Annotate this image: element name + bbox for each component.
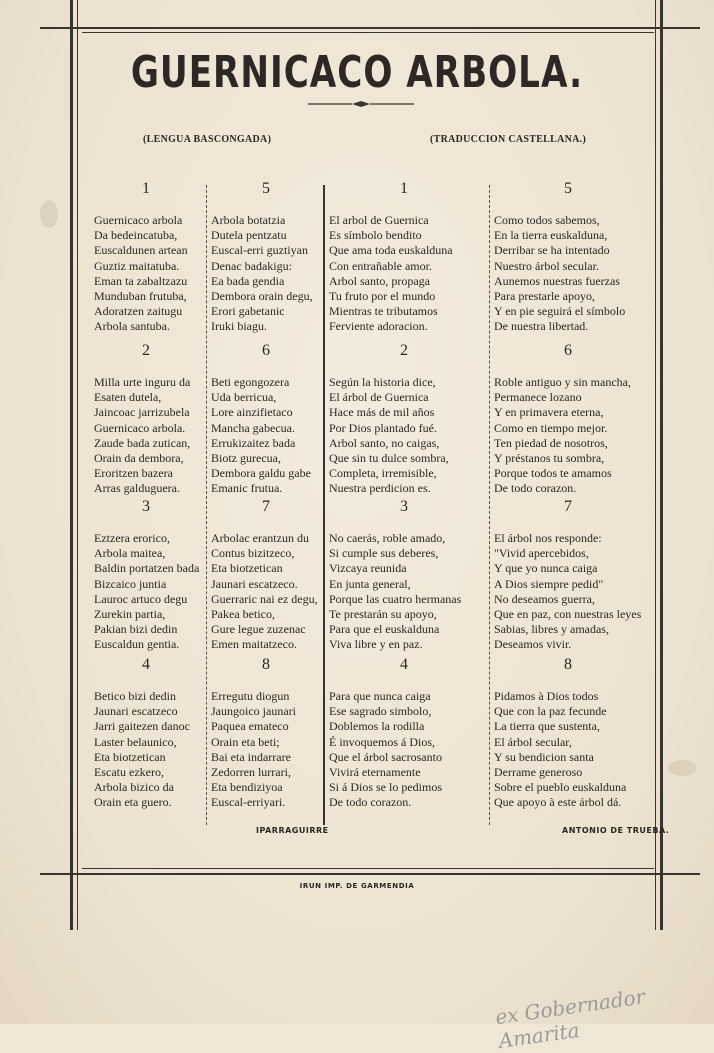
stanza-verse bbox=[211, 213, 313, 335]
stanza-verse bbox=[494, 375, 631, 497]
verse-line: Derribar se ha intentado bbox=[494, 243, 610, 258]
paper-stain bbox=[40, 200, 58, 228]
verse-line: Orain eta beti; bbox=[211, 734, 280, 749]
verse-line: Ferviente adoracion. bbox=[329, 319, 428, 334]
stanza-number: 2 bbox=[142, 342, 150, 359]
verse-line: Sobre el pueblo euskalduna bbox=[494, 780, 627, 795]
verse-line: Zaude bada zutican, bbox=[94, 435, 191, 450]
verse-line: Lore ainzifietaco bbox=[211, 405, 293, 420]
verse-line: Uda berricua, bbox=[211, 390, 277, 405]
stanza-number: 5 bbox=[564, 180, 572, 197]
stanza-number: 5 bbox=[262, 180, 270, 197]
stanza-verse bbox=[94, 689, 190, 811]
verse-line: Aunemos nuestras fuerzas bbox=[494, 273, 620, 288]
verse-line: Que el árbol sacrosanto bbox=[329, 749, 442, 764]
verse-line: Jaungoico jaunari bbox=[211, 704, 296, 719]
verse-line: Gure legue zuzenac bbox=[211, 622, 306, 637]
stanza-verse bbox=[94, 213, 188, 335]
verse-line: Milla urte inguru da bbox=[94, 375, 191, 389]
stanza-number: 3 bbox=[400, 498, 408, 515]
verse-line: Si cumple sus deberes, bbox=[329, 546, 439, 561]
stanza-number: 7 bbox=[262, 498, 270, 515]
verse-line: Nuestro árbol secular. bbox=[494, 258, 599, 273]
stanza-number: 6 bbox=[262, 342, 270, 359]
verse-line: Euscal-erriyari. bbox=[211, 795, 286, 810]
verse-line: Esaten dutela, bbox=[94, 390, 162, 405]
stanza-verse bbox=[329, 689, 442, 811]
verse-line: Y en pie seguirá el símbolo bbox=[494, 304, 626, 319]
verse-line: Denac badakigu: bbox=[211, 258, 292, 273]
verse-line: Arbola maitea, bbox=[94, 546, 166, 561]
verse-line: Que ama toda euskalduna bbox=[329, 243, 453, 258]
verse-line: Ea bada gendia bbox=[211, 273, 285, 288]
verse-line: Jarri gaitezen danoc bbox=[94, 719, 190, 734]
stanza-verse bbox=[94, 375, 190, 497]
verse-line: No deseamos guerra, bbox=[494, 591, 595, 606]
verse-line: Arbol santo, no caigas, bbox=[329, 435, 440, 450]
verse-line: Como en tiempo mejor. bbox=[494, 420, 608, 435]
page-title: GUERNICACO ARBOLA. bbox=[130, 46, 584, 98]
verse-line: En la tierra euskalduna, bbox=[494, 228, 608, 243]
verse-line: El arbol de Guernica bbox=[329, 213, 429, 227]
column-separator bbox=[489, 185, 490, 825]
verse-line: Vivirá eternamente bbox=[329, 764, 421, 779]
language-divider bbox=[323, 185, 325, 825]
stanza-verse bbox=[211, 531, 318, 653]
verse-line: Dembora orain degu, bbox=[211, 288, 313, 303]
verse-line: Doblemos la rodilla bbox=[329, 719, 425, 734]
verse-line: Arbol santo, propaga bbox=[329, 273, 430, 288]
verse-line: Hace más de mil años bbox=[329, 405, 435, 420]
verse-line: Lauroc artuco degu bbox=[94, 591, 188, 606]
verse-line: Escatu ezkero, bbox=[94, 764, 164, 779]
verse-line: Guztiz maitatuba. bbox=[94, 258, 180, 273]
verse-line: Deseamos vivir. bbox=[494, 637, 572, 652]
verse-line: Arbola bizico da bbox=[94, 780, 174, 795]
verse-line: Y préstanos tu sombra, bbox=[494, 450, 605, 465]
verse-line: Pakian bizi dedin bbox=[94, 622, 178, 637]
verse-line: Jaunari escatzeco bbox=[94, 704, 178, 719]
frame-left-line-inner bbox=[77, 0, 78, 930]
verse-line: Jaincoac jarrizubela bbox=[94, 405, 190, 420]
verse-line: De nuestra libertad. bbox=[494, 319, 589, 334]
verse-line: Eroritzen bazera bbox=[94, 466, 173, 481]
verse-line: Que sin tu dulce sombra, bbox=[329, 450, 449, 465]
verse-line: Eman ta zabaltzazu bbox=[94, 273, 188, 288]
verse-line: Erregutu diogun bbox=[211, 689, 290, 703]
verse-line: Arbolac erantzun du bbox=[211, 531, 309, 545]
verse-line: Zurekin partia, bbox=[94, 606, 166, 621]
stanza-verse bbox=[211, 689, 296, 811]
verse-line: Que con la paz fecunde bbox=[494, 704, 607, 719]
translator-signature: ANTONIO DE TRUEBA. bbox=[562, 826, 670, 835]
verse-line: Para que nunca caiga bbox=[329, 689, 431, 703]
verse-line: Ese sagrado simbolo, bbox=[329, 704, 432, 719]
verse-line: Para que el euskalduna bbox=[329, 622, 440, 637]
verse-line: Arras galduguera. bbox=[94, 481, 180, 496]
verse-line: Euscaldun gentia. bbox=[94, 637, 180, 652]
verse-line: Con entrañable amor. bbox=[329, 258, 432, 273]
verse-line: Porque las cuatro hermanas bbox=[329, 591, 462, 606]
verse-line: Roble antiguo y sin mancha, bbox=[494, 375, 631, 389]
verse-line: Emanic frutua. bbox=[211, 481, 283, 496]
verse-line: De todo corazon. bbox=[494, 481, 577, 496]
verse-line: El árbol nos responde: bbox=[494, 531, 602, 545]
ornament-rule-icon bbox=[308, 100, 414, 108]
frame-right-line bbox=[660, 0, 663, 930]
verse-line: "Vivid apercebidos, bbox=[494, 546, 589, 561]
verse-line: Iruki biagu. bbox=[211, 319, 267, 334]
verse-line: Que en paz, con nuestras leyes bbox=[494, 606, 642, 621]
stanza-number: 4 bbox=[142, 656, 150, 673]
verse-line: Euscaldunen artean bbox=[94, 243, 188, 258]
verse-line: Bai eta indarrare bbox=[211, 749, 291, 764]
verse-line: Dutela pentzatu bbox=[211, 228, 287, 243]
verse-line: Munduban frutuba, bbox=[94, 288, 187, 303]
verse-line: Ten piedad de nosotros, bbox=[494, 435, 608, 450]
verse-line: Adoratzen zaitugu bbox=[94, 304, 183, 319]
stanza-verse bbox=[211, 375, 311, 497]
verse-line: Te prestarán su apoyo, bbox=[329, 606, 437, 621]
verse-line: Beti egongozera bbox=[211, 375, 290, 389]
verse-line: No caerás, roble amado, bbox=[329, 531, 446, 545]
stanza-number: 2 bbox=[400, 342, 408, 359]
stanza-number: 7 bbox=[564, 498, 572, 515]
verse-line: El árbol de Guernica bbox=[329, 390, 429, 405]
verse-line: Guernicaco arbola. bbox=[94, 420, 186, 435]
frame-right-line-inner bbox=[655, 0, 656, 930]
frame-bottom-line-inner bbox=[82, 868, 654, 869]
stanza-number: 1 bbox=[142, 180, 150, 197]
verse-line: Según la historia dice, bbox=[329, 375, 436, 389]
verse-line: Eta bendiziyoa bbox=[211, 780, 283, 795]
verse-line: Eztzera erorico, bbox=[94, 531, 170, 545]
stanza-number: 8 bbox=[564, 656, 572, 673]
stanza-verse bbox=[329, 213, 453, 335]
stanza-verse bbox=[94, 531, 199, 653]
verse-line: De todo corazon. bbox=[329, 795, 412, 810]
printer-imprint: IRUN IMP. DE GARMENDIA bbox=[299, 882, 415, 890]
verse-line: Y que yo nunca caiga bbox=[494, 561, 598, 576]
verse-line: Y en primavera eterna, bbox=[494, 405, 604, 420]
verse-line: La tierra que sustenta, bbox=[494, 719, 600, 734]
verse-line: Dembora galdu gabe bbox=[211, 466, 311, 481]
verse-line: Sabias, libres y amadas, bbox=[494, 622, 609, 637]
verse-line: Es símbolo bendito bbox=[329, 228, 422, 243]
verse-line: Derrame generoso bbox=[494, 764, 583, 779]
column-separator bbox=[206, 185, 207, 825]
paper-stain bbox=[668, 760, 696, 776]
verse-line: Mancha gabecua. bbox=[211, 420, 295, 435]
frame-bottom-line bbox=[40, 873, 700, 875]
verse-line: Errukizaitez bada bbox=[211, 435, 296, 450]
verse-line: Arbola botatzia bbox=[211, 213, 286, 227]
verse-line: Betico bizi dedin bbox=[94, 689, 176, 703]
verse-line: Bizcaico juntia bbox=[94, 576, 167, 591]
frame-left-line bbox=[70, 0, 73, 930]
verse-line: Eta biotzetican bbox=[211, 561, 283, 576]
verse-line: Por Dios plantado fué. bbox=[329, 420, 437, 435]
frame-top-line-inner bbox=[82, 32, 654, 33]
verse-line: Guerraric nai ez degu, bbox=[211, 591, 318, 606]
verse-line: Paquea emateco bbox=[211, 719, 289, 734]
stanza-verse bbox=[494, 531, 641, 653]
verse-line: Nuestra perdicion es. bbox=[329, 481, 431, 496]
verse-line: El árbol secular, bbox=[494, 734, 572, 749]
verse-line: Pidamos à Dios todos bbox=[494, 689, 599, 703]
stanza-number: 1 bbox=[400, 180, 408, 197]
stanza-verse bbox=[329, 531, 461, 653]
stanza-number: 4 bbox=[400, 656, 408, 673]
verse-line: Como todos sabemos, bbox=[494, 213, 600, 227]
stanza-verse bbox=[494, 689, 626, 811]
author-signature: IPARRAGUIRRE bbox=[256, 826, 329, 835]
handwritten-note: ex Gobernador Amarita bbox=[493, 984, 647, 1053]
verse-line: Erori gabetanic bbox=[211, 304, 285, 319]
verse-line: Permanece lozano bbox=[494, 390, 582, 405]
verse-line: Para prestarle apoyo, bbox=[494, 288, 595, 303]
verse-line: Mientras te tributamos bbox=[329, 304, 438, 319]
verse-line: Da bedeincatuba, bbox=[94, 228, 178, 243]
verse-line: Que apoyo à este árbol dá. bbox=[494, 795, 622, 810]
verse-line: Contus bizitzeco, bbox=[211, 546, 295, 561]
stanza-number: 3 bbox=[142, 498, 150, 515]
verse-line: Orain eta guero. bbox=[94, 795, 172, 810]
verse-line: Orain da dembora, bbox=[94, 450, 184, 465]
verse-line: Eta biotzetican bbox=[94, 749, 166, 764]
frame-top-line bbox=[40, 27, 700, 29]
verse-line: Guernicaco arbola bbox=[94, 213, 183, 227]
stanza-number: 8 bbox=[262, 656, 270, 673]
verse-line: É invoquemos á Dios, bbox=[329, 734, 435, 749]
verse-line: Emen maitatzeco. bbox=[211, 637, 297, 652]
verse-line: Y su bendicion santa bbox=[494, 749, 594, 764]
verse-line: Completa, irremisible, bbox=[329, 466, 437, 481]
basque-language-label: (LENGUA BASCONGADA) bbox=[143, 134, 272, 145]
verse-line: Porque todos te amamos bbox=[494, 466, 612, 481]
stanza-number: 6 bbox=[564, 342, 572, 359]
verse-line: Zedorren lurrari, bbox=[211, 764, 291, 779]
verse-line: En junta general, bbox=[329, 576, 411, 591]
verse-line: Jaunari escatzeco. bbox=[211, 576, 298, 591]
verse-line: Vizcaya reunida bbox=[329, 561, 407, 576]
verse-line: Arbola santuba. bbox=[94, 319, 170, 334]
verse-line: Tu fruto por el mundo bbox=[329, 288, 436, 303]
verse-line: Baldin portatzen bada bbox=[94, 561, 200, 576]
verse-line: Viva libre y en paz. bbox=[329, 637, 423, 652]
spanish-translation-label: (TRADUCCION CASTELLANA.) bbox=[430, 134, 587, 145]
stanza-verse bbox=[329, 375, 449, 497]
verse-line: Si á Dios se lo pedimos bbox=[329, 780, 442, 795]
verse-line: A Dios siempre pedid" bbox=[494, 576, 604, 591]
verse-line: Euscal-erri guztiyan bbox=[211, 243, 308, 258]
stanza-verse bbox=[494, 213, 625, 335]
verse-line: Laster belaunico, bbox=[94, 734, 177, 749]
verse-line: Biotz gurecua, bbox=[211, 450, 281, 465]
verse-line: Pakea betico, bbox=[211, 606, 275, 621]
